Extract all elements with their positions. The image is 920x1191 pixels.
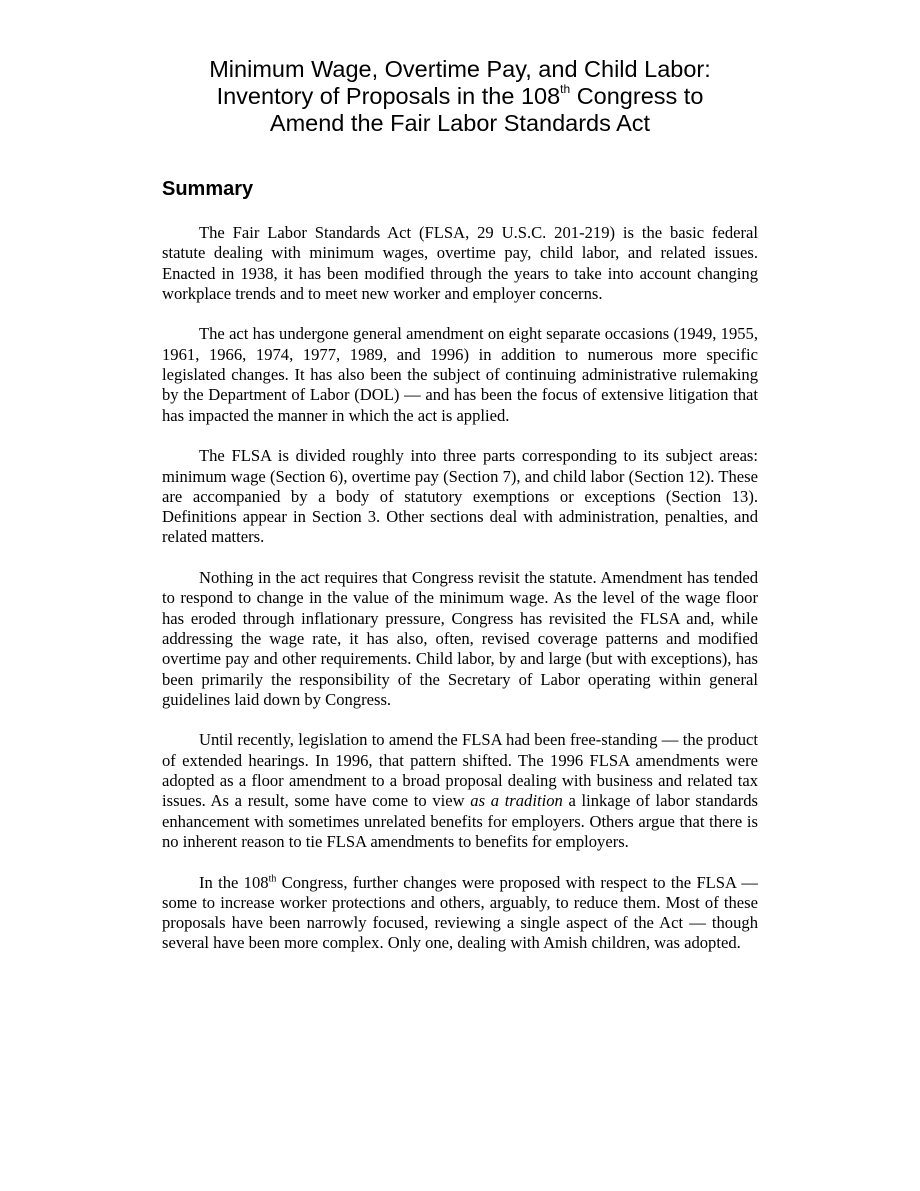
document-page xyxy=(162,56,758,954)
summary-paragraph-3: The FLSA is divided roughly into three parts corresponding to its subject areas: minimum wage (Section 6), overtime pay (Section 7), and child labor (Section 12). These are accompanied by a body of statutory exemptions or exceptions (Section 13). Definitions appear in Section 3. Other sections deal with administration, penalties, and related matters. xyxy=(162,446,758,547)
summary-paragraph-6 xyxy=(162,873,758,954)
paragraph-6-text: In the 108 xyxy=(199,872,269,892)
paragraph-5-italic: as a tradition xyxy=(470,791,563,811)
summary-paragraph-1: The Fair Labor Standards Act (FLSA, 29 U.S.C. 201-219) is the basic federal statute dealing with minimum wages, overtime pay, child labor, and related issues. Enacted in 1938, it has been modified through the years to take into account changing workplace trends and to meet new worker and employer concerns. xyxy=(162,223,758,303)
title-line-3: Amend the Fair Labor Standards Act xyxy=(269,110,651,136)
summary-paragraph-4: Nothing in the act requires that Congress revisit the statute. Amendment has tended to respond to change in the value of the minimum wage. As the level of the wage floor has eroded through inflationary pressure, Congress has revisited the FLSA and, while addressing the wage rate, it has also, often, revised coverage patterns and modified overtime pay and other requirements. Child labor, by and large (but with exceptions), has been primarily the responsibility of the Secretary of Labor operating within general guidelines laid down by Congress. xyxy=(162,568,758,709)
title-line-2 xyxy=(162,83,758,110)
paragraph-6-tail: Congress, further changes were proposed with respect to the FLSA — some to increase worker protections and others, arguably, to reduce them. Most of these proposals have been narrowly focused, reviewing a single aspect of the Act — though several have been more complex. Only one, dealing with Amish children, was adopted. xyxy=(162,872,758,953)
title-line-2-tail: Congress to xyxy=(570,83,704,109)
title-line-1: Minimum Wage, Overtime Pay, and Child Labor: xyxy=(209,56,711,82)
title-line-2-text: Inventory of Proposals in the 108 xyxy=(216,83,561,109)
paragraph-6-superscript: th xyxy=(268,872,277,884)
title-superscript: th xyxy=(560,82,571,97)
paragraph-5-text: Until recently, legislation to amend the FLSA had been free-standing — the product of extended hearings. In 1996, that pattern shifted. The 1996 FLSA amendments were adopted as a floor amendment to a broad proposal dealing with business and related tax issues. As a result, some have come to view xyxy=(162,730,758,811)
summary-paragraph-2: The act has undergone general amendment on eight separate occasions (1949, 1955, 1961, 1966, 1974, 1977, 1989, and 1996) in addition to numerous more specific legislated changes. It has also been the subject of continuing administrative rulemaking by the Department of Labor (DOL) — and has been the focus of extensive litigation that has impacted the manner in which the act is applied. xyxy=(162,324,758,425)
paragraph-5-tail: a linkage of labor standards enhancement with sometimes unrelated benefits for employers. Others argue that there is no inherent reason to tie FLSA amendments to benefits for employers. xyxy=(162,791,759,851)
summary-paragraph-5 xyxy=(162,730,758,852)
summary-heading: Summary xyxy=(162,178,254,200)
document-title xyxy=(162,56,758,137)
